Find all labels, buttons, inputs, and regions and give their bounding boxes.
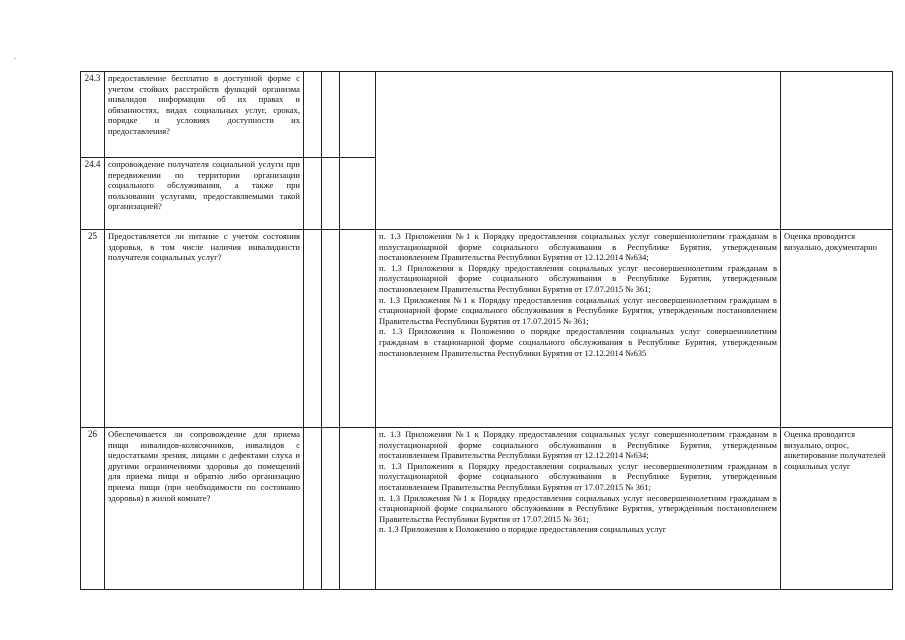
normative-cell (376, 72, 781, 230)
answer-no-cell (322, 158, 340, 230)
method-cell: Оценка проводится визуально, опрос, анкетирование получателей социальных услуг (781, 428, 893, 590)
answer-no-cell (322, 428, 340, 590)
answer-yes-cell (304, 428, 322, 590)
method-cell: Оценка проводится визуально, документарно (781, 230, 893, 428)
question-cell: предоставление бесплатно в доступной форме с учетом стойких расстройств функций организма инвалидов информации об их правах и обязанностях, видах социальных услуг, сроках, порядке и условиях доступности их предоставления? (105, 72, 304, 158)
normative-item: п. 1.3 Приложения №1 к Порядку предоставления социальных услуг совершеннолетним гражданам в полустационарной форме социального обслуживания в Республике Бурятия, утвержденным постановлением Правительства Республики Бурятия от 12.12.2014 №634; (379, 231, 777, 263)
normative-item: п. 1.3 Приложения к Порядку предоставления социальных услуг несовершеннолетним гражданам в полустационарной форме социального обслуживания в Республике Бурятия, утвержденным постановлением Правительства Республики Бурятия от 17.07.2015 № 361; (379, 460, 777, 492)
answer-na-cell (340, 428, 376, 590)
answer-yes-cell (304, 158, 322, 230)
table-row (81, 230, 893, 428)
table-row (81, 428, 893, 590)
question-cell: Предоставляется ли питание с учетом состояния здоровья, в том числе наличия инвалидности получателя социальных услуг? (105, 230, 304, 428)
row-number: 25 (81, 230, 105, 428)
row-number: 24.4 (81, 158, 105, 230)
answer-na-cell (340, 230, 376, 428)
normative-item: п. 1.3 Приложения №1 к Порядку предоставления социальных услуг совершеннолетним гражданам в полустационарной форме социального обслуживания в Республике Бурятия, утвержденным постановлением Правительства Республики Бурятия от 12.12.2014 №634; (379, 429, 777, 461)
method-cell (781, 72, 893, 230)
answer-no-cell (322, 230, 340, 428)
normative-cell (376, 230, 781, 428)
checklist-table (80, 71, 893, 590)
answer-no-cell (322, 72, 340, 158)
table-row (81, 72, 893, 158)
normative-item: п. 1.3 Приложения №1 к Порядку предоставления социальных услуг несовершеннолетним гражданам в стационарной форме социального обслуживания в Республике Бурятия, утвержденным постановлением Правительства Республики Бурятия от 17.07.2015 № 361; (379, 294, 777, 326)
question-cell: Обеспечивается ли сопровождение для приема пищи инвалидов-колясочников, инвалидов с недостатками зрения, лицами с дефектами слуха и другими ограничениями здоровья до помещений для приема пищи и обратно либо организацию приема пищи (при необходимости по состоянию здоровья) в жилой комнате? (105, 428, 304, 590)
normative-item: п. 1.3 Приложения к Положению о порядке предоставления социальных услуг совершеннолетним гражданам в стационарной форме социального обслуживания в Республике Бурятия, утвержденным постановлением Правительства Республики Бурятия от 12.12.2014 №635 (379, 326, 777, 358)
normative-item: п. 1.3 Приложения №1 к Порядку предоставления социальных услуг несовершеннолетним гражданам в стационарной форме социального обслуживания в Республике Бурятия, утвержденным постановлением Правительства Республики Бурятия от 17.07.2015 № 361; (379, 492, 777, 524)
normative-cell (376, 428, 781, 590)
answer-na-cell (340, 158, 376, 230)
scan-mark: - (14, 54, 17, 62)
answer-na-cell (340, 72, 376, 158)
row-number: 26 (81, 428, 105, 590)
normative-item: п. 1.3 Приложения к Порядку предоставления социальных услуг несовершеннолетним гражданам в полустационарной форме социального обслуживания в Республике Бурятия, утвержденным постановлением Правительства Республики Бурятия от 17.07.2015 № 361; (379, 262, 777, 294)
answer-yes-cell (304, 230, 322, 428)
normative-item: п. 1.3 Приложения к Положению о порядке предоставления социальных услуг (379, 524, 667, 535)
question-cell: сопровождение получателя социальной услуги при передвижении по территории организации социального обслуживания, а также при пользовании услугами, предоставляемыми такой организацией? (105, 158, 304, 230)
answer-yes-cell (304, 72, 322, 158)
row-number: 24.3 (81, 72, 105, 158)
